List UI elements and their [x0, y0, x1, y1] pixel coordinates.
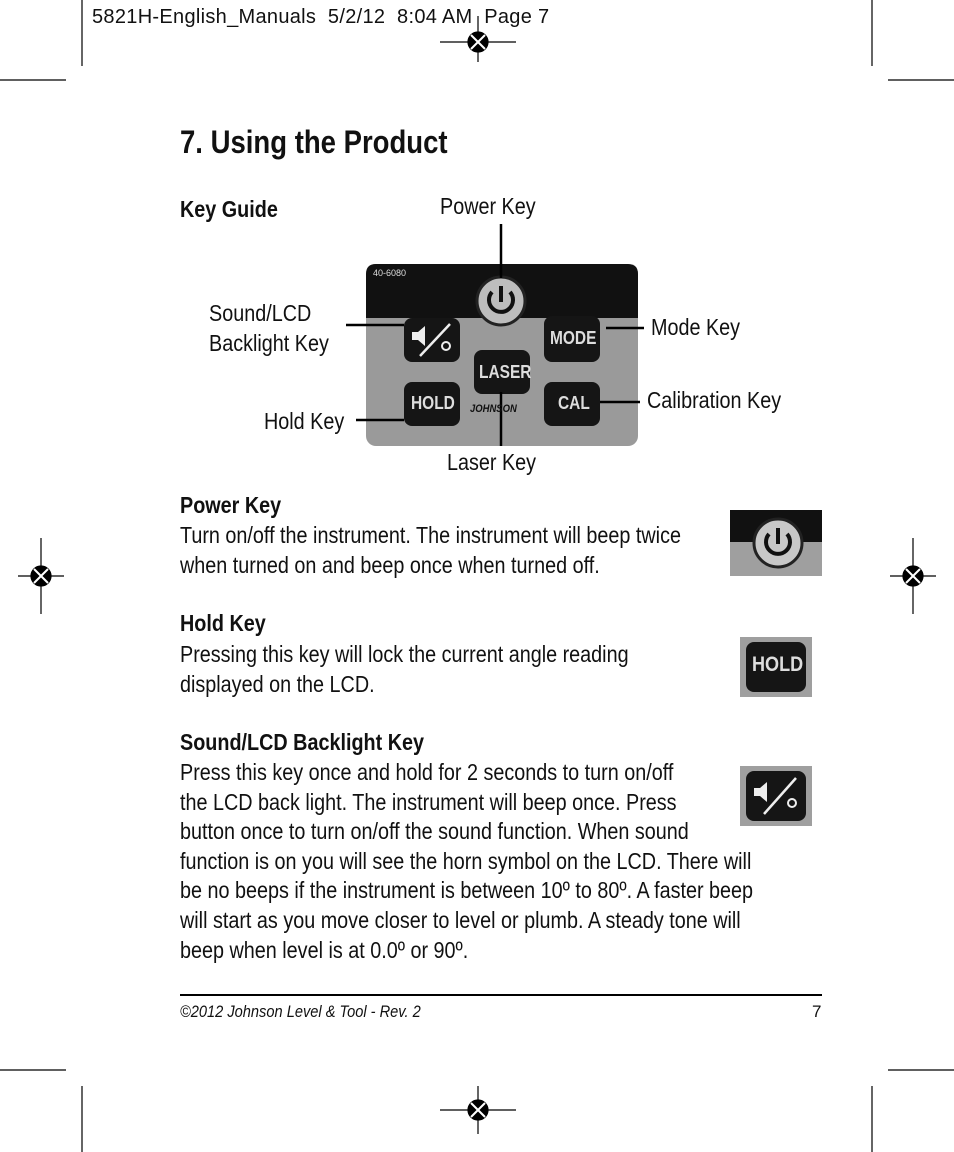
footer-copyright: ©2012 Johnson Level & Tool - Rev. 2 — [180, 1002, 421, 1021]
sound-key-heading: Sound/LCD Backlight Key — [180, 729, 424, 755]
page-title: 7. Using the Product — [180, 124, 448, 160]
sound-key-label-line2: Backlight Key — [209, 330, 329, 356]
hold-key-text: Pressing this key will lock the current angle reading displayed on the LCD. — [180, 641, 629, 697]
registration-mark-icon — [18, 538, 64, 614]
sound-key-text: Press this key once and hold for 2 seconds to turn on/off the LCD back light. The instrument will beep once. Press button once to turn on/off the sound function. When sound function is on you will see the horn symbol on the LCD. There will be no beeps if the instrument is between 10º to 80º. A faster beep will start as you move closer to level or plumb. A steady tone will beep when level is at 0.0º or 90º. — [180, 759, 754, 963]
cal-button-label: CAL — [558, 393, 590, 413]
power-key-heading: Power Key — [180, 492, 282, 518]
mode-button-label: MODE — [550, 328, 597, 348]
print-slug: 5821H-English_Manuals 5/2/12 8:04 AM Page 7 — [92, 6, 550, 28]
power-button-icon — [477, 277, 525, 325]
registration-mark-icon — [890, 538, 936, 614]
mode-key-label: Mode Key — [651, 314, 741, 340]
sound-backlight-button-icon — [404, 318, 460, 362]
brand-logo: JOHNSON — [470, 403, 517, 415]
hold-key-label: Hold Key — [264, 408, 345, 434]
laser-key-label: Laser Key — [447, 449, 537, 475]
power-key-label: Power Key — [440, 193, 536, 219]
calibration-key-label: Calibration Key — [647, 387, 782, 413]
hold-key-icon-label: HOLD — [752, 653, 804, 676]
model-number: 40-6080 — [373, 268, 407, 278]
hold-key-heading: Hold Key — [180, 610, 266, 636]
power-key-text: Turn on/off the instrument. The instrument will beep twice when turned on and beep once when turned off. — [180, 522, 681, 578]
registration-mark-icon — [440, 1086, 516, 1134]
laser-button-label: LASER — [479, 362, 532, 382]
sound-key-label-line1: Sound/LCD — [209, 300, 312, 326]
hold-button-label: HOLD — [411, 393, 455, 413]
page-number: 7 — [812, 1002, 822, 1021]
key-guide-heading: Key Guide — [180, 196, 278, 222]
